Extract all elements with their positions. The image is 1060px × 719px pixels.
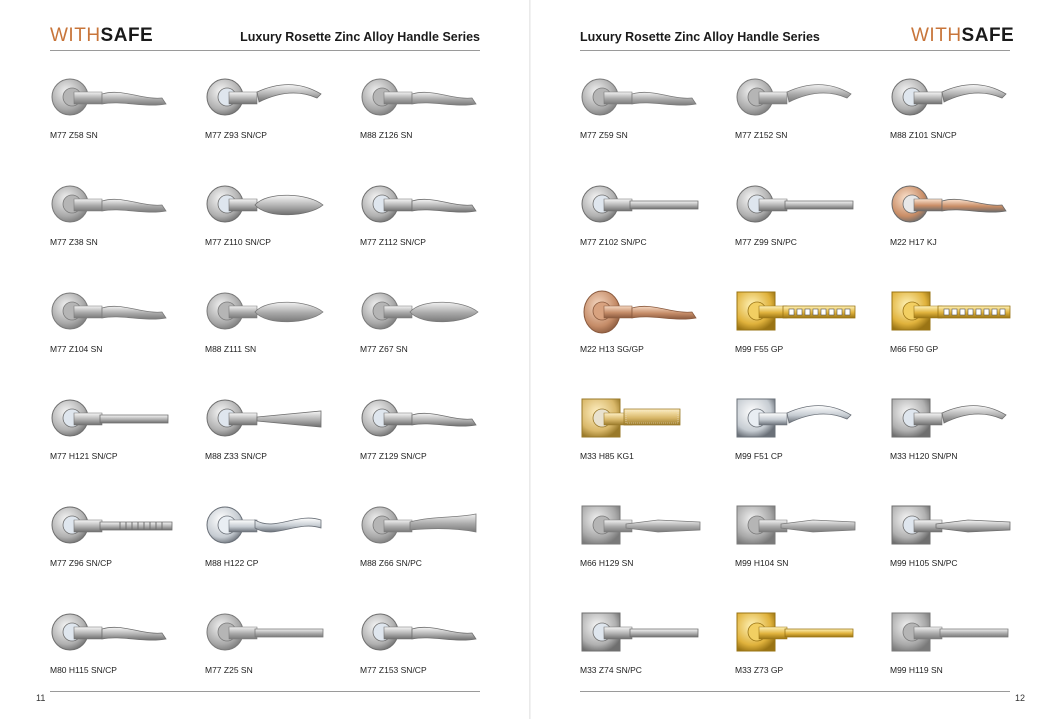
lever-crystal	[984, 309, 989, 315]
lever-crystal	[805, 309, 810, 315]
series-title: Luxury Rosette Zinc Alloy Handle Series	[240, 30, 480, 44]
door-handle-illustration	[890, 498, 1040, 554]
handle-shank	[229, 92, 257, 104]
product-item	[205, 68, 355, 175]
handle-shank	[229, 413, 257, 425]
handle-lever	[255, 518, 321, 532]
lever-crystal	[992, 309, 997, 315]
lever-crystal	[968, 309, 973, 315]
door-handle-illustration	[360, 177, 510, 233]
handle-lever	[412, 199, 476, 212]
handle-shank	[604, 306, 632, 318]
handle-shank	[74, 306, 102, 318]
page-number: 12	[1015, 693, 1026, 703]
product-code: M99 F51 CP	[735, 451, 783, 461]
product-code: M66 F50 GP	[890, 344, 939, 354]
product-item	[360, 282, 510, 389]
product-code: M88 Z101 SN/CP	[890, 130, 957, 140]
door-handle-illustration	[50, 391, 200, 447]
handle-shank	[74, 199, 102, 211]
lever-crystal	[797, 309, 802, 315]
handle-shank	[384, 627, 412, 639]
product-code: M77 Z59 SN	[580, 130, 628, 140]
door-handle-illustration	[580, 177, 730, 233]
door-handle-illustration	[205, 498, 355, 554]
door-handle-illustration	[580, 70, 730, 126]
product-code: M77 Z112 SN/CP	[360, 237, 426, 247]
handle-shank	[74, 627, 102, 639]
door-handle-illustration	[890, 605, 1040, 661]
product-item	[735, 282, 885, 389]
handle-lever	[632, 92, 696, 105]
door-handle-illustration	[205, 391, 355, 447]
product-item	[735, 68, 885, 175]
product-item	[890, 68, 1040, 175]
handle-shank	[759, 627, 787, 639]
product-item	[50, 603, 200, 710]
door-handle-illustration	[205, 70, 355, 126]
door-handle-illustration	[50, 605, 200, 661]
lever-crystal	[1000, 309, 1005, 315]
catalog-page-right	[530, 0, 1060, 719]
product-code: M33 Z74 SN/PC	[580, 665, 642, 675]
door-handle-illustration	[205, 605, 355, 661]
handle-lever	[630, 629, 698, 637]
product-item	[580, 175, 730, 282]
product-code: M77 Z67 SN	[360, 344, 408, 354]
product-item	[735, 389, 885, 496]
handle-shank	[914, 413, 942, 425]
door-handle-illustration	[360, 498, 510, 554]
handle-shank	[229, 520, 257, 532]
handle-shank	[384, 92, 412, 104]
brand-logo: WITHSAFE	[911, 25, 1015, 46]
product-grid	[580, 68, 1030, 688]
product-code: M33 Z73 GP	[735, 665, 784, 675]
product-item	[580, 603, 730, 710]
handle-shank	[759, 92, 787, 104]
door-handle-illustration	[50, 70, 200, 126]
product-code: M88 H122 CP	[205, 558, 259, 568]
product-item	[580, 389, 730, 496]
product-code: M88 Z66 SN/PC	[360, 558, 422, 568]
door-handle-illustration	[360, 284, 510, 340]
handle-lever	[100, 415, 168, 423]
product-code: M77 Z104 SN	[50, 344, 103, 354]
door-handle-illustration	[735, 391, 885, 447]
product-code: M77 Z96 SN/CP	[50, 558, 112, 568]
lever-crystal	[944, 309, 949, 315]
handle-lever	[255, 302, 323, 322]
product-code: M88 Z111 SN	[205, 344, 257, 354]
header-rule	[580, 50, 1010, 51]
handle-lever	[781, 520, 855, 532]
handle-shank	[914, 199, 942, 211]
product-item	[360, 496, 510, 603]
handle-lever	[102, 627, 166, 640]
handle-lever	[787, 406, 851, 423]
product-code: M77 Z110 SN/CP	[205, 237, 271, 247]
product-item	[205, 496, 355, 603]
product-code: M22 H13 SG/GP	[580, 344, 644, 354]
footer-rule	[580, 691, 1010, 692]
product-code: M33 H85 KG1	[580, 451, 634, 461]
product-code: M33 H120 SN/PN	[890, 451, 958, 461]
handle-lever	[936, 520, 1010, 532]
door-handle-illustration	[360, 391, 510, 447]
product-item	[360, 175, 510, 282]
handle-shank	[74, 413, 102, 425]
door-handle-illustration	[735, 70, 885, 126]
door-handle-illustration	[735, 498, 885, 554]
handle-shank	[229, 199, 257, 211]
door-handle-illustration	[205, 177, 355, 233]
handle-lever	[255, 629, 323, 637]
handle-shank	[229, 306, 257, 318]
product-code: M77 Z153 SN/CP	[360, 665, 427, 675]
page-number: 11	[36, 693, 46, 703]
door-handle-illustration	[205, 284, 355, 340]
product-code: M77 Z93 SN/CP	[205, 130, 267, 140]
handle-lever	[626, 520, 700, 532]
handle-lever	[412, 627, 476, 640]
handle-lever	[102, 306, 166, 319]
product-item	[205, 389, 355, 496]
lever-crystal	[829, 309, 834, 315]
product-item	[205, 282, 355, 389]
handle-shank	[914, 627, 942, 639]
lever-crystal	[821, 309, 826, 315]
product-item	[50, 282, 200, 389]
product-code: M77 Z129 SN/CP	[360, 451, 427, 461]
product-code: M77 H121 SN/CP	[50, 451, 118, 461]
door-handle-illustration	[50, 284, 200, 340]
handle-lever	[630, 201, 698, 209]
product-code: M77 Z99 SN/PC	[735, 237, 797, 247]
door-handle-illustration	[360, 605, 510, 661]
door-handle-illustration	[735, 177, 885, 233]
door-handle-illustration	[735, 284, 885, 340]
product-item	[580, 282, 730, 389]
handle-lever	[255, 195, 323, 215]
product-item	[50, 496, 200, 603]
series-title: Luxury Rosette Zinc Alloy Handle Series	[580, 30, 820, 44]
handle-shank	[604, 92, 632, 104]
product-item	[50, 68, 200, 175]
product-code: M99 H119 SN	[890, 665, 943, 675]
handle-lever	[410, 514, 476, 532]
door-handle-illustration	[360, 70, 510, 126]
handle-shank	[229, 627, 257, 639]
handle-lever	[412, 413, 476, 426]
product-code: M80 H115 SN/CP	[50, 665, 117, 675]
handle-shank	[914, 92, 942, 104]
handle-lever	[257, 411, 321, 427]
product-item	[360, 68, 510, 175]
handle-lever	[940, 629, 1008, 637]
lever-crystal	[837, 309, 842, 315]
handle-shank	[74, 92, 102, 104]
handle-lever	[412, 92, 476, 105]
door-handle-illustration	[580, 391, 730, 447]
header-rule	[50, 50, 480, 51]
product-code: M88 Z33 SN/CP	[205, 451, 267, 461]
handle-lever	[100, 522, 172, 530]
handle-lever	[102, 92, 166, 105]
product-item	[50, 389, 200, 496]
handle-lever	[942, 406, 1006, 423]
product-item	[50, 175, 200, 282]
door-handle-illustration	[735, 605, 885, 661]
product-item	[205, 603, 355, 710]
product-code: M88 Z126 SN	[360, 130, 413, 140]
product-item	[580, 496, 730, 603]
door-handle-illustration	[580, 284, 730, 340]
door-handle-illustration	[580, 498, 730, 554]
handle-shank	[384, 520, 412, 532]
product-item	[735, 175, 885, 282]
handle-shank	[384, 306, 412, 318]
door-handle-illustration	[890, 70, 1040, 126]
handle-shank	[604, 199, 632, 211]
door-handle-illustration	[50, 177, 200, 233]
product-item	[890, 389, 1040, 496]
door-handle-illustration	[580, 605, 730, 661]
product-code: M77 Z102 SN/PC	[580, 237, 647, 247]
product-code: M99 H105 SN/PC	[890, 558, 958, 568]
handle-shank	[384, 199, 412, 211]
product-grid	[50, 68, 500, 688]
lever-crystal	[845, 309, 850, 315]
handle-shank	[759, 413, 787, 425]
handle-lever	[102, 199, 166, 212]
handle-lever	[787, 85, 851, 102]
handle-shank	[604, 627, 632, 639]
handle-lever	[942, 199, 1006, 212]
product-code: M77 Z25 SN	[205, 665, 253, 675]
handle-shank	[74, 520, 102, 532]
lever-crystal	[960, 309, 965, 315]
product-item	[735, 603, 885, 710]
product-item	[205, 175, 355, 282]
handle-lever	[785, 629, 853, 637]
door-handle-illustration	[890, 391, 1040, 447]
handle-shank	[384, 413, 412, 425]
product-code: M77 Z38 SN	[50, 237, 98, 247]
handle-lever	[257, 85, 321, 102]
product-item	[735, 496, 885, 603]
product-code: M22 H17 KJ	[890, 237, 937, 247]
product-code: M66 H129 SN	[580, 558, 634, 568]
door-handle-illustration	[50, 498, 200, 554]
lever-crystal	[813, 309, 818, 315]
handle-lever	[942, 85, 1006, 102]
product-item	[890, 496, 1040, 603]
handle-lever	[624, 409, 680, 425]
handle-lever	[785, 201, 853, 209]
product-code: M77 Z58 SN	[50, 130, 98, 140]
product-item	[360, 389, 510, 496]
product-item	[890, 175, 1040, 282]
brand-logo: WITHSAFE	[50, 25, 154, 46]
product-code: M99 F55 GP	[735, 344, 784, 354]
product-code: M77 Z152 SN	[735, 130, 788, 140]
handle-lever	[410, 302, 478, 322]
footer-rule	[50, 691, 480, 692]
product-item	[580, 68, 730, 175]
door-handle-illustration	[890, 177, 1040, 233]
handle-shank	[759, 199, 787, 211]
lever-crystal	[789, 309, 794, 315]
handle-lever	[632, 306, 696, 319]
door-handle-illustration	[890, 284, 1040, 340]
lever-crystal	[952, 309, 957, 315]
product-code: M99 H104 SN	[735, 558, 789, 568]
lever-crystal	[976, 309, 981, 315]
product-item	[360, 603, 510, 710]
product-item	[890, 282, 1040, 389]
